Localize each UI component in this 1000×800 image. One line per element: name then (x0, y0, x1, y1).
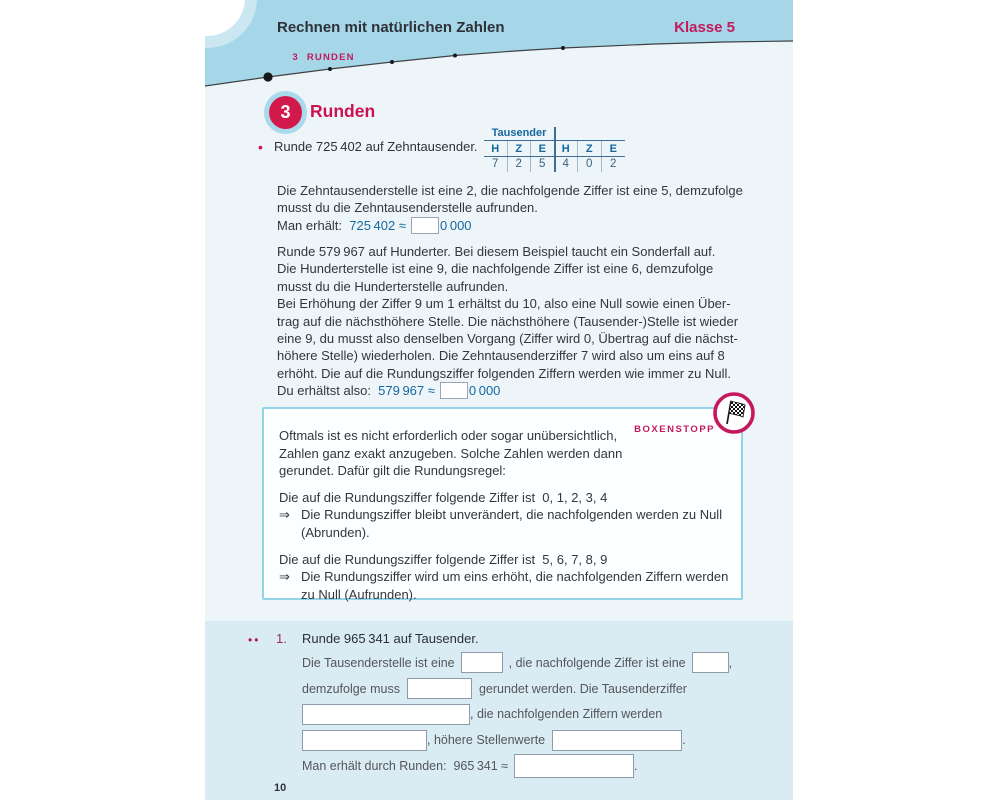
boxenstopp-badge: BOXENSTOPP (634, 424, 715, 435)
page-number: 10 (274, 782, 287, 794)
result-suffix: 0 000 (440, 217, 472, 233)
text-segment: Man erhält durch Runden: 965 341 ≈ (302, 759, 509, 774)
difficulty-dots: •• (248, 633, 261, 647)
chapter-label: RUNDEN (306, 52, 355, 63)
rule1-consequence (279, 506, 728, 524)
digit-change-answer-box[interactable] (302, 704, 470, 725)
thousands-digit-answer-box[interactable] (461, 652, 503, 673)
chapter-number: 3 (292, 52, 299, 63)
following-digits-answer-box[interactable] (302, 730, 427, 751)
table-digit-cell: 5 (531, 156, 555, 172)
bullet-icon: • (258, 139, 263, 155)
text-segment: . (682, 733, 686, 748)
rounded-digit-answer-box[interactable] (411, 217, 439, 234)
result-expression: 725 402 ≈ (349, 217, 406, 233)
text-line: Oftmals ist es nicht erforderlich oder sogar unübersichtlich, (279, 428, 618, 443)
timeline-marker (453, 54, 457, 58)
result-label: Man erhält: (277, 217, 350, 233)
rounded-digit-answer-box[interactable] (440, 382, 468, 399)
table-header-cell: E (531, 141, 555, 156)
fill-in-row (302, 753, 780, 779)
result-label: Du erhältst also: (277, 383, 379, 399)
rule2-condition: Die auf die Rundungsziffer folgende Ziffer ist 5, 6, 7, 8, 9 (279, 551, 608, 567)
timeline-marker (561, 46, 565, 50)
text-line: höhere Stelle) wiederholen. Die Zehntausenderziffer 7 wird also um eins auf 8 (277, 348, 725, 364)
workbook-page (205, 0, 793, 800)
boxenstopp-rule-box (262, 407, 743, 600)
text-segment: . (634, 759, 638, 774)
table-digit-cell: 4 (555, 156, 579, 172)
round-direction-answer-box[interactable] (407, 678, 472, 699)
timeline-marker-large (263, 72, 272, 81)
text-line: Die Zehntausenderstelle ist eine 2, die nachfolgende Ziffer ist eine 5, demzufolge (277, 183, 743, 198)
text-segment: , die nachfolgende Ziffer ist eine (508, 655, 686, 670)
fill-in-row (302, 676, 780, 702)
table-digit-cell: 0 (578, 156, 602, 172)
exercise-fill-in-area (302, 650, 780, 779)
table-header-cell: E (609, 142, 617, 155)
exercise-number: 1. (276, 631, 287, 646)
section-title: Runden (310, 101, 376, 121)
text-line: Die Rundungsziffer bleibt unverändert, die nachfolgenden werden zu Null (301, 507, 723, 523)
text-line: trag auf die nächsthöhere Stelle. Die nächsthöhere (Tausender-)Stelle ist wieder (277, 313, 739, 329)
text-segment: , die nachfolgenden Ziffern werden (470, 707, 663, 722)
text-segment: demzufolge muss (302, 681, 400, 696)
table-digit-cell: 2 (508, 156, 532, 172)
fill-in-row (302, 702, 780, 728)
rule2-consequence-cont: zu Null (Aufrunden). (301, 586, 417, 602)
example1-prompt: Runde 725 402 auf Zehntausender. (274, 139, 478, 154)
exercise-prompt: Runde 965 341 auf Tausender. (302, 631, 479, 646)
timeline-marker (390, 60, 394, 64)
fill-in-row (302, 650, 780, 676)
example1-result-row (277, 217, 743, 234)
example2-result-row (277, 382, 738, 399)
text-line: Zahlen ganz exakt anzugeben. Solche Zahlen werden dann (279, 445, 623, 461)
spacer (279, 542, 728, 551)
rule2-consequence (279, 568, 728, 586)
text-line: musst du die Hunderterstelle aufrunden. (277, 278, 509, 294)
table-header-cell: Z (508, 141, 532, 156)
page-title: Rechnen mit natürlichen Zahlen (277, 19, 505, 36)
result-expression: 579 967 ≈ (378, 383, 435, 399)
table-header-cell: Z (578, 141, 602, 156)
double-arrow-icon: ⇒ (279, 507, 290, 523)
table-digit-cell: 2 (610, 158, 617, 170)
rule1-consequence-cont: (Abrunden). (301, 524, 370, 540)
double-arrow-icon: ⇒ (279, 569, 290, 585)
table-group-label: Tausender (491, 127, 547, 139)
table-digit-cell: 7 (484, 156, 508, 172)
final-result-answer-box[interactable] (514, 754, 634, 778)
grade-label: Klasse 5 (674, 19, 735, 36)
table-thousands-divider (554, 127, 556, 172)
place-value-table (484, 127, 625, 173)
next-digit-answer-box[interactable] (692, 652, 729, 673)
fill-in-row (302, 727, 780, 753)
text-line: Die Hunderterstelle ist eine 9, die nachfolgende Ziffer ist eine 6, demzufolge (277, 261, 714, 277)
text-segment: gerundet werden. Die Tausenderziffer (478, 681, 687, 696)
text-line: eine 9, du musst also denselben Vorgang (Ziffer wird 0, Übertrag auf die nächst- (277, 331, 738, 347)
boxenstopp-content (279, 427, 728, 603)
text-line: musst du die Zehntausenderstelle aufrunden. (277, 200, 538, 216)
table-header-cell: H (484, 141, 508, 156)
table-header-cell: H (555, 141, 579, 156)
chapter-breadcrumb (277, 41, 355, 74)
higher-place-values-answer-box[interactable] (552, 730, 682, 751)
result-suffix: 0 000 (468, 383, 501, 399)
spacer (279, 480, 728, 489)
example1-explanation (277, 182, 743, 234)
text-line: erhöht. Die auf die Rundungsziffer folgenden Ziffern werden wie immer zu Null. (277, 365, 732, 381)
text-line: Bei Erhöhung der Ziffer 9 um 1 erhältst du 10, also eine Null sowie einen Über- (277, 296, 731, 312)
rule1-condition: Die auf die Rundungsziffer folgende Ziffer ist 0, 1, 2, 3, 4 (279, 489, 608, 505)
section-number: 3 (269, 96, 302, 129)
text-segment: Die Tausenderstelle ist eine (302, 655, 455, 670)
example2-explanation (277, 243, 738, 400)
text-segment: , höhere Stellenwerte (427, 733, 546, 748)
text-segment: , (728, 655, 733, 670)
text-line: gerundet. Dafür gilt die Rundungsregel: (279, 463, 506, 479)
text-line: Runde 579 967 auf Hunderter. Bei diesem Beispiel taucht ein Sonderfall auf. (277, 244, 716, 259)
text-line: Die Rundungsziffer wird um eins erhöht, die nachfolgenden Ziffern werden (301, 569, 729, 585)
section-number-badge (264, 91, 307, 134)
